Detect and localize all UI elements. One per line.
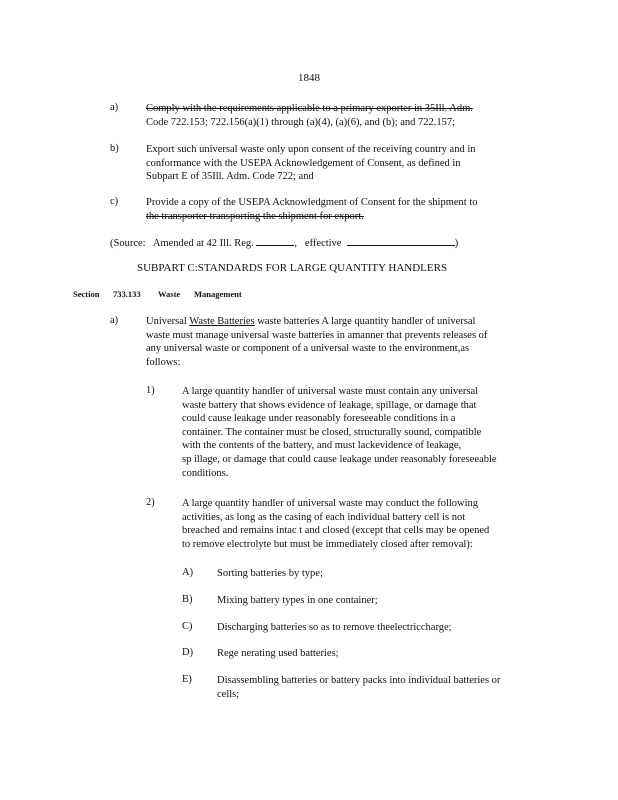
text-line: Comply with the requirements applicable to a primary exporter in 35Ill. Adm.	[146, 103, 473, 114]
text-line: container. The container must be closed, structurally sound, compatible	[182, 426, 482, 438]
text-line: activities, as long as the casing of each individual battery cell is not	[182, 511, 466, 523]
text-line: A large quantity handler of universal waste must contain any universal	[182, 386, 479, 397]
top-item-label: c)	[110, 196, 119, 207]
activity-label: A)	[182, 567, 194, 578]
sub-item-label: 1)	[146, 385, 155, 396]
top-item-text	[146, 102, 524, 129]
text-line: any universal waste or component of a universal waste to the environment,as	[146, 343, 470, 355]
item-a-label: a)	[110, 315, 119, 326]
text-line: breached and remains intac t and closed (except that cells may be opened	[182, 525, 490, 537]
text-line: Provide a copy of the USEPA Acknowledgment of Consent for the shipment to	[146, 197, 478, 208]
text-run: waste batteries A large quantity handler of universal	[257, 316, 476, 327]
text-line: Discharging batteries so as to remove theelectriccharge;	[217, 622, 452, 633]
text-line: waste battery that shows evidence of leakage, spillage, or damage that	[182, 399, 477, 411]
source-amended: Amended at 42 Ill. Reg.	[152, 238, 254, 249]
top-item-label: b)	[110, 143, 119, 154]
underlined-insertion: Waste Batteries	[189, 316, 255, 327]
activity-text	[217, 647, 339, 661]
date-blank	[347, 236, 455, 246]
text-line: Subpart E of 35Ill. Adm. Code 722; and	[146, 171, 314, 183]
sub-item-label: 2)	[146, 497, 155, 508]
text-line: Disassembling batteries or battery packs into individual batteries or	[217, 675, 501, 686]
activity-text	[217, 674, 543, 701]
text-line: conformance with the USEPA Acknowledgement of Consent, as defined in	[146, 157, 461, 169]
text-line	[146, 315, 534, 329]
sub-item-text	[182, 497, 522, 551]
source-note: (Source: Amended at 42 Ill. Reg. , effective )	[110, 238, 459, 249]
reg-blank	[256, 236, 294, 246]
activity-label: E)	[182, 674, 192, 685]
activity-label: C)	[182, 621, 193, 632]
text-line: sp illage, or damage that could cause leakage under reasonably foreseeable	[182, 453, 497, 465]
activity-text	[217, 594, 378, 608]
sub-item-text	[182, 385, 530, 480]
text-line: Mixing battery types in one container;	[217, 595, 378, 606]
text-run: Universal	[146, 316, 187, 327]
source-prefix: (Source:	[110, 238, 146, 249]
page-number: 1848	[298, 72, 320, 84]
text-line: waste must manage universal waste batteries in amanner that prevents releases of	[146, 329, 488, 341]
text-line: cells;	[217, 688, 240, 700]
section-title-2: Management	[194, 289, 242, 299]
activity-text	[217, 567, 323, 581]
top-item-text	[146, 143, 524, 184]
text-line: to remove electrolyte but must be immediately closed after removal):	[182, 538, 473, 550]
text-line: A large quantity handler of universal waste may conduct the following	[182, 498, 479, 509]
activity-text	[217, 621, 452, 635]
text-line: Sorting batteries by type;	[217, 568, 323, 579]
text-line: Export such universal waste only upon consent of the receiving country and in	[146, 144, 476, 155]
section-title-1: Waste	[158, 289, 181, 299]
text-line: with the contents of the battery, and must lackevidence of leakage,	[182, 440, 462, 452]
activity-label: B)	[182, 594, 193, 605]
section-word: Section	[73, 289, 100, 299]
activity-label: D)	[182, 647, 194, 658]
top-item-text	[146, 196, 524, 223]
section-number: 733.133	[113, 289, 141, 299]
text-line: follows:	[146, 356, 181, 368]
source-close: )	[454, 238, 459, 249]
text-line: could cause leakage under reasonably foreseeable conditions in a	[182, 413, 456, 425]
text-line: conditions.	[182, 467, 229, 479]
item-a-text	[146, 315, 534, 369]
source-effective: effective	[304, 238, 342, 249]
text-line: Code 722.153; 722.156(a)(1) through (a)(4), (a)(6), and (b); and 722.157;	[146, 116, 456, 128]
text-line: the transporter transporting the shipment for export.	[146, 210, 364, 222]
text-line: Rege nerating used batteries;	[217, 648, 339, 659]
top-item-label: a)	[110, 102, 119, 113]
subpart-heading: SUBPART C:STANDARDS FOR LARGE QUANTITY HANDLERS	[137, 262, 448, 274]
